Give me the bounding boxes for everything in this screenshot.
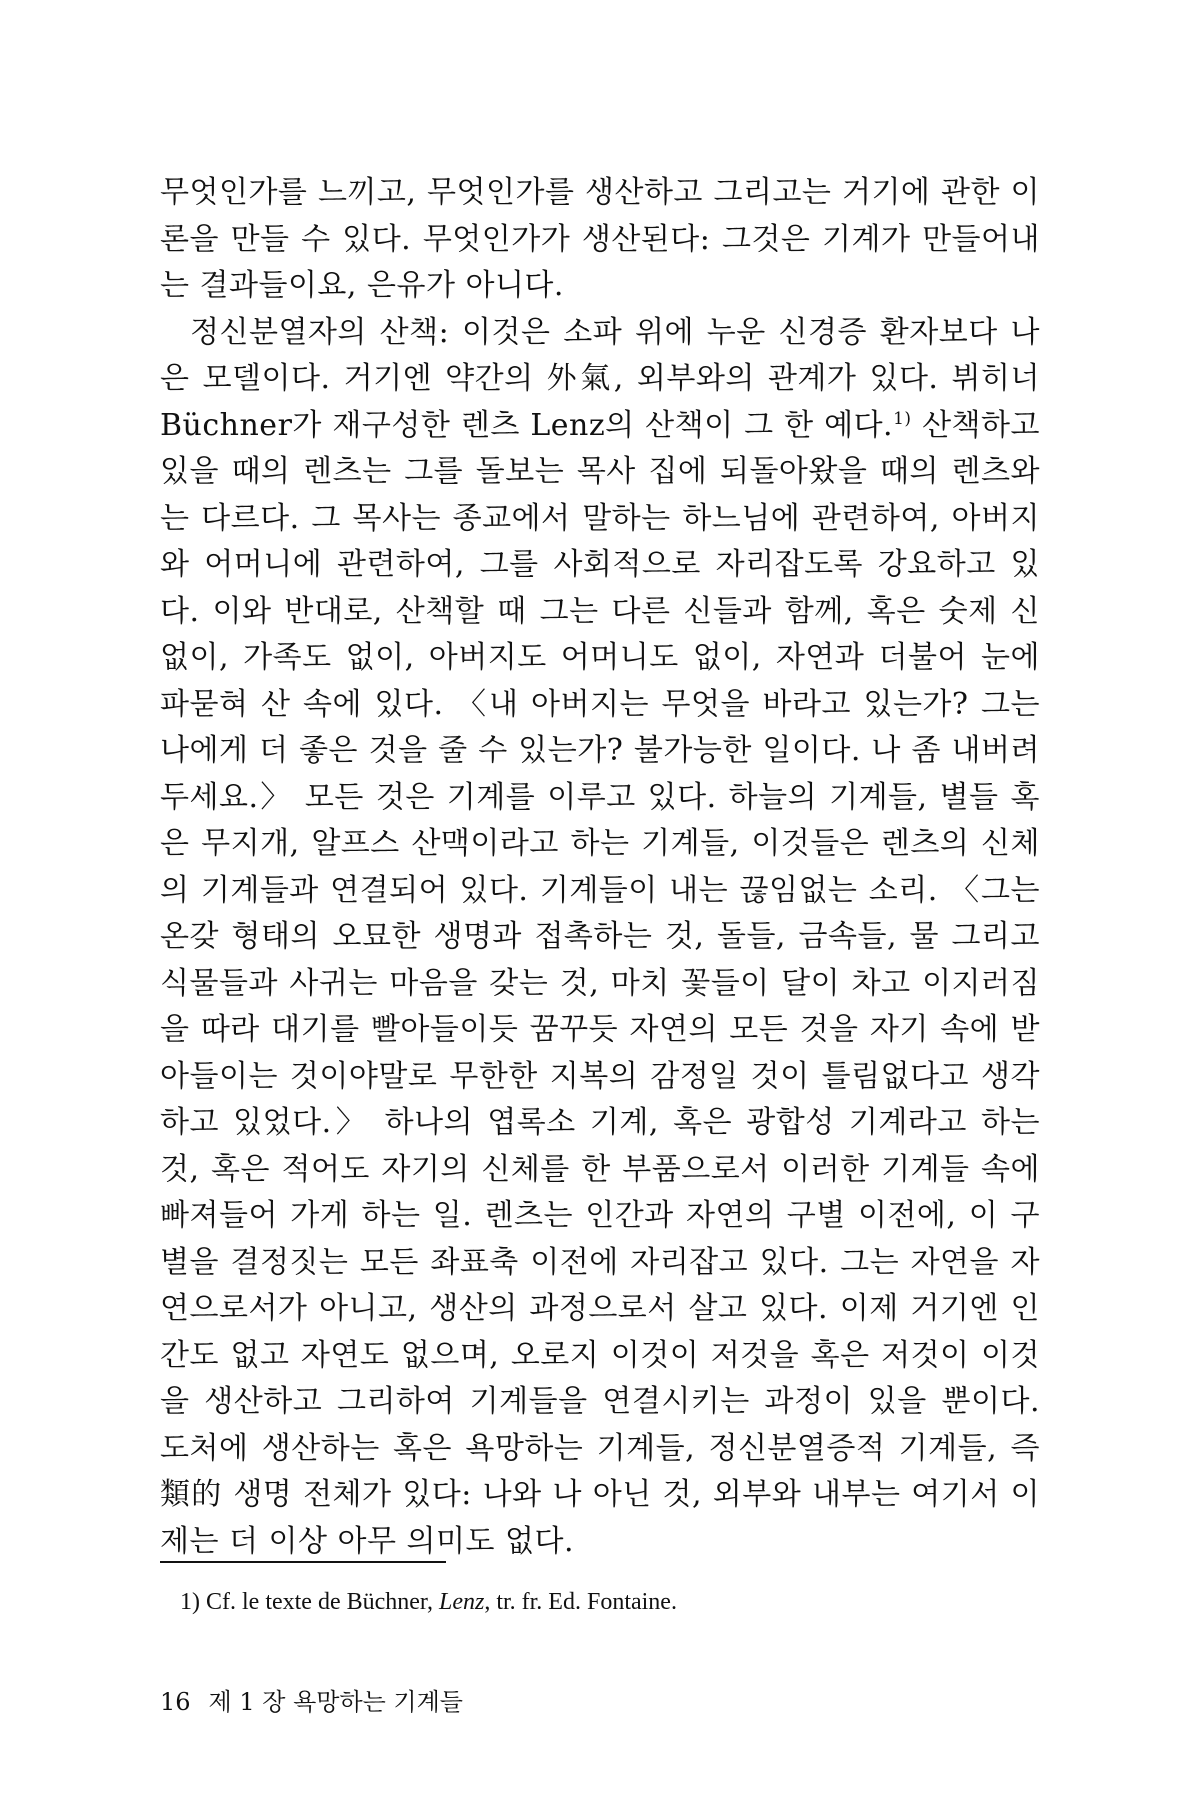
- footnote-text-start: Cf. le texte de Büchner,: [206, 1589, 433, 1615]
- footnote-number: 1): [180, 1589, 200, 1615]
- footnote-title: Lenz: [438, 1589, 485, 1615]
- footnote-text-end: , tr. fr. Ed. Fontaine.: [484, 1589, 677, 1615]
- page-number: 16: [160, 1688, 191, 1716]
- footnote-divider: [160, 1561, 446, 1563]
- chapter-title: 제 1 장 욕망하는 기계들: [208, 1688, 463, 1716]
- paragraph-2-part-1: 정신분열자의 산책: 이것은 소파 위에 누운 신경증 환자보다 나은 모델이다. 거기엔 약간의 外氣, 외부와의 관계가 있다. 뷔히너 Büchner가 재구성한 렌츠 Lenz의 산책이 그 한 예다.: [160, 314, 1040, 443]
- running-footer: [160, 1686, 463, 1718]
- paragraph-2: [160, 310, 1040, 1566]
- footnote: [180, 1586, 1040, 1618]
- paragraph-2-part-2: 산책하고 있을 때의 렌츠는 그를 돌보는 목사 집에 되돌아왔을 때의 렌츠와는 다르다. 그 목사는 종교에서 말하는 하느님에 관련하여, 아버지와 어머니에 관련하여, 그를 사회적으로 자리잡도록 강요하고 있다. 이와 반대로, 산책할 때 그는 다른 신들과 함께, 혹은 숫제 신 없이, 가족도 없이, 아버지도 어머니도 없이, 자연과 더불어 눈에 파묻혀 산 속에 있다. 〈내 아버지는 무엇을 바라고 있는가? 그는 나에게 더 좋은 것을 줄 수 있는가? 불가능한 일이다. 나 좀 내버려두세요.〉 모든 것은 기계를 이루고 있다. 하늘의 기계들, 별들 혹은 무지개, 알프스 산맥이라고 하는 기계들, 이것들은 렌츠의 신체의 기계들과 연결되어 있다. 기계들이 내는 끊임없는 소리. 〈그는 온갖 형태의 오묘한 생명과 접촉하는 것, 돌들, 금속들, 물 그리고 식물들과 사귀는 마음을 갖는 것, 마치 꽃들이 달이 차고 이지러짐을 따라 대기를 빨아들이듯 꿈꾸듯 자연의 모든 것을 자기 속에 받아들이는 것이야말로 무한한 지복의 감정일 것이 틀림없다고 생각하고 있었다.〉 하나의 엽록소 기계, 혹은 광합성 기계라고 하는 것, 혹은 적어도 자기의 신체를 한 부품으로서 이러한 기계들 속에 빠져들어 가게 하는 일. 렌츠는 인간과 자연의 구별 이전에, 이 구별을 결정짓는 모든 좌표축 이전에 자리잡고 있다. 그는 자연을 자연으로서가 아니고, 생산의 과정으로서 살고 있다. 이제 거기엔 인간도 없고 자연도 없으며, 오로지 이것이 저것을 혹은 저것이 이것을 생산하고 그리하여 기계들을 연결시키는 과정이 있을 뿐이다. 도처에 생산하는 혹은 욕망하는 기계들, 정신분열증적 기계들, 즉 類的 생명 전체가 있다: 나와 나 아닌 것, 외부와 내부는 여기서 이제는 더 이상 아무 의미도 없다.: [160, 407, 1040, 1559]
- main-text: [160, 170, 1040, 1565]
- footnote-reference[interactable]: 1): [893, 408, 912, 429]
- paragraph-1: 무엇인가를 느끼고, 무엇인가를 생산하고 그리고는 거기에 관한 이론을 만들 수 있다. 무엇인가가 생산된다: 그것은 기계가 만들어내는 결과들이요, 은유가 아니다.: [160, 175, 1040, 303]
